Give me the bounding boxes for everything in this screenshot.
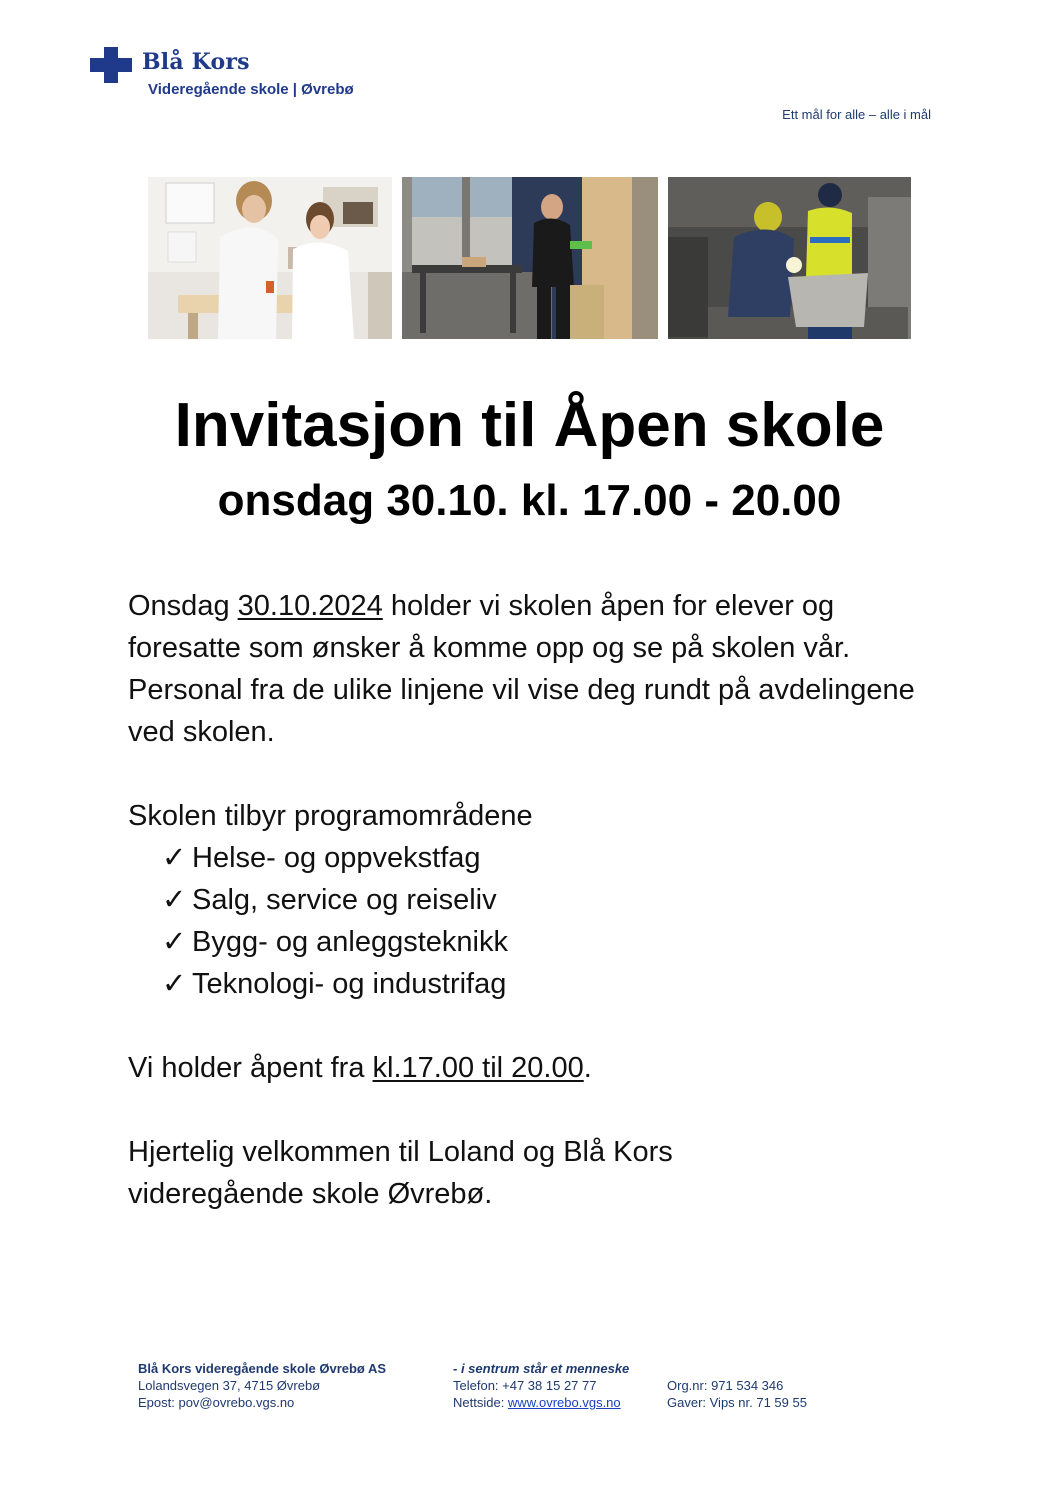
letter-body — [128, 585, 928, 1215]
footer-slogan: - i sentrum står et menneske — [453, 1361, 630, 1376]
page-title: Invitasjon til Åpen skole — [174, 391, 885, 460]
list-item — [162, 879, 928, 921]
footer-phone: Telefon: +47 38 15 27 77 — [453, 1378, 597, 1393]
program-label: Salg, service og reiseliv — [192, 884, 497, 916]
hours-suffix: . — [583, 1052, 592, 1084]
intro-date: 30.10.2024 — [237, 590, 383, 622]
photo-health-students — [148, 177, 392, 339]
program-label: Bygg- og anleggsteknikk — [192, 926, 508, 958]
footer-address-column — [138, 1360, 386, 1411]
motto: Ett mål for alle – alle i mål — [782, 107, 931, 122]
footer-org-column — [667, 1377, 807, 1411]
website-link[interactable]: www.ovrebo.vgs.no — [507, 1395, 621, 1410]
checkmark-icon: ✓ — [162, 968, 187, 1000]
hours-time: kl.17.00 til 20.00 — [372, 1052, 584, 1084]
hours-prefix: Vi holder åpent fra — [128, 1052, 373, 1084]
program-label: Teknologi- og industrifag — [192, 968, 507, 1000]
hours-paragraph — [128, 1047, 928, 1089]
intro-prefix: Onsdag — [128, 590, 238, 622]
footer-address: Lolandsvegen 37, 4715 Øvrebø — [138, 1378, 321, 1393]
welcome-paragraph: Hjertelig velkommen til Loland og Blå Kors videregående skole Øvrebø. — [128, 1136, 673, 1210]
footer-org-number: Org.nr: 971 534 346 — [667, 1378, 784, 1393]
list-item — [162, 963, 928, 1005]
page-subtitle: onsdag 30.10. kl. 17.00 - 20.00 — [217, 476, 842, 525]
list-item — [162, 837, 928, 879]
photo-strip — [148, 177, 911, 339]
footer-email: Epost: pov@ovrebo.vgs.no — [138, 1395, 295, 1410]
logo-name: Blå Kors — [142, 49, 250, 75]
footer-contact-column — [453, 1360, 629, 1411]
footer-gifts: Gaver: Vips nr. 71 59 55 — [667, 1395, 807, 1410]
programs-heading: Skolen tilbyr programområdene — [128, 800, 533, 832]
intro-text: holder vi skolen åpen for elever og foresatte som ønsker å komme opp og se på skolen vår. Personal fra de ulike linjene vil vise deg rundt på avdelingene ved skolen. — [128, 590, 915, 748]
blue-cross-icon — [90, 47, 132, 83]
school-logo — [90, 47, 410, 107]
intro-paragraph — [128, 585, 928, 753]
footer-website — [453, 1394, 629, 1411]
checkmark-icon: ✓ — [162, 926, 187, 958]
footer-website-label: Nettside: — [453, 1395, 508, 1410]
programs-list — [128, 837, 928, 1005]
checkmark-icon: ✓ — [162, 884, 187, 916]
photo-construction-student — [402, 177, 658, 339]
logo-subtitle: Videregående skole | Øvrebø — [148, 81, 354, 98]
list-item — [162, 921, 928, 963]
program-label: Helse- og oppvekstfag — [192, 842, 481, 874]
checkmark-icon: ✓ — [162, 842, 187, 874]
footer-company: Blå Kors videregående skole Øvrebø AS — [138, 1361, 387, 1376]
photo-welding-workshop — [668, 177, 911, 339]
